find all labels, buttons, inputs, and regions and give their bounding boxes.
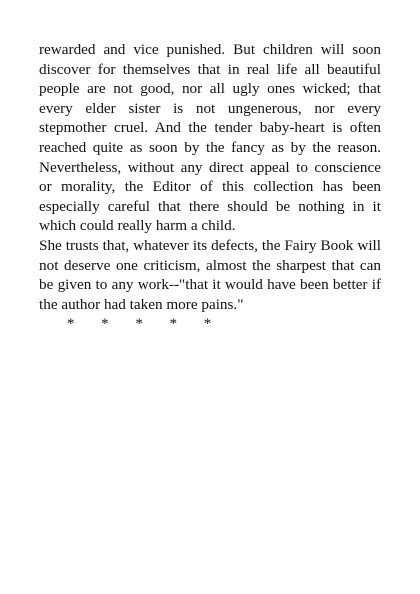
document-page	[39, 40, 381, 334]
section-break-asterisks: * * * * *	[67, 315, 212, 333]
paragraph-1: rewarded and vice punished. But children will soon discover for themselves that in real life all beautiful people are not good, nor all ugly ones wicked; that every elder sister is not ungenerous, nor every stepmother cruel. And the tender baby-heart is often reached quite as soon by the fancy as by the reason. Nevertheless, without any direct appeal to conscience or morality, the Editor of this collection has been especially careful that there should be nothing in it which could really harm a child.	[39, 41, 381, 235]
paragraph-2: She trusts that, whatever its defects, the Fairy Book will not deserve one criticism, almost the sharpest that can be given to any work--"that it would have been better if the author had taken more pains."	[39, 236, 381, 313]
